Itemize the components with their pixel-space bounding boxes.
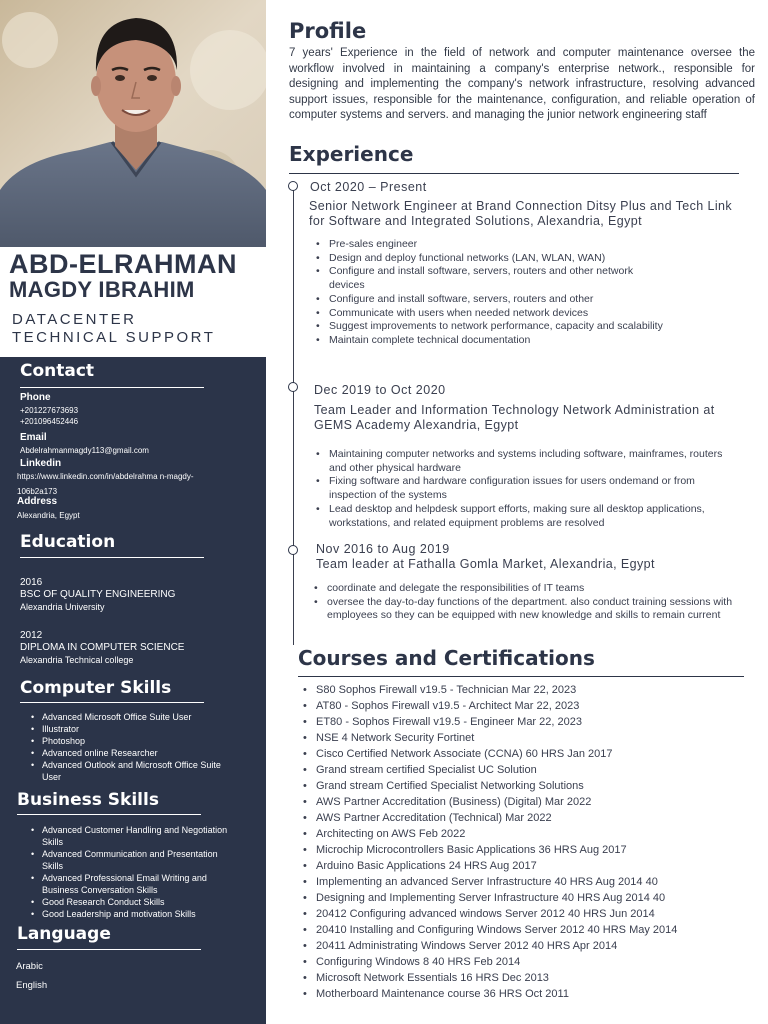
list-item: • Good Research Conduct Skills (28, 896, 228, 908)
job-role: Team Leader and Information Technology Network Administration at GEMS Academy Alexandria, Egypt (314, 403, 715, 432)
list-item: • Illustrator (28, 723, 228, 735)
contact-divider (20, 387, 204, 388)
education-year: 2012 (20, 630, 43, 641)
list-item: • Advanced online Researcher (28, 747, 228, 759)
list-item: • Arduino Basic Applications 24 HRS Aug 2017 (302, 858, 742, 874)
language-heading: Language (17, 924, 111, 944)
list-item: • Microsoft Network Essentials 16 HRS Dec 2013 (302, 970, 742, 986)
linkedin-label: Linkedin (20, 458, 62, 469)
profile-photo (0, 0, 266, 247)
job-date: Nov 2016 to Aug 2019 (316, 542, 450, 556)
list-item: • Motherboard Maintenance course 36 HRS Oct 2011 (302, 986, 742, 1002)
computer-skills-divider (20, 702, 204, 703)
business-skills-divider (17, 814, 201, 815)
job-bullets (315, 448, 735, 530)
phone-label: Phone (20, 392, 51, 403)
list-item: • Cisco Certified Network Associate (CCNA) 60 HRS Jan 2017 (302, 746, 742, 762)
profile-summary: 7 years' Experience in the field of network and computer maintenance oversee the workflow involved in maintaining a company's enterprise network., responsible for designing and implementing the company's network infrastructure, resolving advanced support issues, responsible for the maintenance, configuration, and reliable operation of computer systems and servers. and managing the junior network engineering staff (289, 47, 755, 122)
list-item: • Configure and install software, servers, routers and other (315, 293, 665, 307)
business-skills-list (28, 824, 228, 920)
list-item: • Lead desktop and helpdesk support efforts, making sure all desktop applications, workstations, and related equipment problems are resolved (315, 503, 735, 530)
list-item: • 20412 Configuring advanced windows Server 2012 40 HRS Jun 2014 (302, 906, 742, 922)
timeline-dot (288, 545, 298, 555)
list-item: • Maintaining computer networks and systems including software, mainframes, routers and other physical hardware (315, 448, 735, 475)
computer-skills-heading: Computer Skills (20, 678, 172, 698)
business-skills-heading: Business Skills (17, 790, 159, 810)
language-item: Arabic (16, 961, 43, 972)
address-label: Address (17, 496, 58, 507)
phone-number-2[interactable]: +201096452446 (20, 417, 79, 426)
experience-divider (289, 173, 739, 174)
profile-heading: Profile (289, 19, 367, 43)
sidebar-panel (0, 357, 266, 1024)
list-item: • Maintain complete technical documentation (315, 334, 665, 348)
list-item: • AWS Partner Accreditation (Business) (Digital) Mar 2022 (302, 794, 742, 810)
address-value: Alexandria, Egypt (17, 511, 80, 520)
name-first-line: ABD-ELRAHMAN (9, 249, 237, 279)
list-item: • oversee the day-to-day functions of the department. also conduct training sessions with employees so they can be equipped with new knowledge and skills to remain current (313, 596, 743, 623)
list-item: • coordinate and delegate the responsibilities of IT teams (313, 582, 743, 596)
job-bullets (315, 238, 665, 348)
list-item: • NSE 4 Network Security Fortinet (302, 730, 742, 746)
list-item: • Good Leadership and motivation Skills (28, 908, 228, 920)
phone-number-1[interactable]: +201227673693 (20, 406, 79, 415)
list-item: • Grand stream certified Specialist UC Solution (302, 762, 742, 778)
list-item: • Communicate with users when needed network devices (315, 307, 665, 321)
courses-divider (298, 676, 744, 677)
email-link[interactable]: Abdelrahmanmagdy113@gmail.com (20, 446, 149, 455)
list-item: • Suggest improvements to network performance, capacity and scalability (315, 320, 665, 334)
contact-heading: Contact (20, 361, 95, 381)
linkedin-link-line1[interactable]: https://www.linkedin.com/in/abdelrahma n-magdy- (17, 472, 194, 481)
list-item: • AT80 - Sophos Firewall v19.5 - Architect Mar 22, 2023 (302, 698, 742, 714)
list-item: • Photoshop (28, 735, 228, 747)
job-role: Senior Network Engineer at Brand Connection Ditsy Plus and Tech Link for Software and Integrated Solutions, Alexandria, Egypt (309, 199, 733, 228)
list-item: • Advanced Customer Handling and Negotiation Skills (28, 824, 228, 848)
job-title-line2: TECHNICAL SUPPORT (12, 329, 216, 346)
job-title-line1: DATACENTER (12, 311, 137, 328)
list-item: • Microchip Microcontrollers Basic Applications 36 HRS Aug 2017 (302, 842, 742, 858)
language-item: English (16, 980, 48, 991)
list-item: • Design and deploy functional networks (LAN, WLAN, WAN) (315, 252, 665, 266)
courses-list (302, 682, 742, 1002)
education-school: Alexandria University (20, 602, 105, 612)
list-item: • 20411 Administrating Windows Server 2012 40 HRS Apr 2014 (302, 938, 742, 954)
list-item: • Implementing an advanced Server Infrastructure 40 HRS Aug 2014 40 (302, 874, 742, 890)
list-item: • Advanced Professional Email Writing and Business Conversation Skills (28, 872, 228, 896)
list-item: • Advanced Communication and Presentation Skills (28, 848, 228, 872)
education-divider (20, 557, 204, 558)
job-bullets (313, 582, 743, 623)
education-school: Alexandria Technical college (20, 655, 134, 665)
job-role: Team leader at Fathalla Gomla Market, Alexandria, Egypt (316, 557, 655, 571)
experience-timeline (293, 186, 294, 645)
experience-heading: Experience (289, 142, 414, 166)
job-date: Dec 2019 to Oct 2020 (314, 383, 446, 397)
timeline-dot (288, 382, 298, 392)
list-item: • Architecting on AWS Feb 2022 (302, 826, 742, 842)
timeline-dot (288, 181, 298, 191)
list-item: • Designing and Implementing Server Infrastructure 40 HRS Aug 2014 40 (302, 890, 742, 906)
courses-heading: Courses and Certifications (298, 646, 595, 670)
job-date: Oct 2020 – Present (310, 180, 427, 194)
education-heading: Education (20, 532, 116, 552)
list-item: • Advanced Microsoft Office Suite User (28, 711, 228, 723)
education-year: 2016 (20, 577, 43, 588)
list-item: • Configuring Windows 8 40 HRS Feb 2014 (302, 954, 742, 970)
left-column (0, 0, 266, 1024)
language-divider (17, 949, 201, 950)
email-label: Email (20, 432, 47, 443)
name-second-line: MAGDY IBRAHIM (9, 277, 195, 302)
list-item: • Grand stream Certified Specialist Networking Solutions (302, 778, 742, 794)
computer-skills-list (28, 711, 228, 783)
list-item: • Advanced Outlook and Microsoft Office Suite User (28, 759, 228, 783)
list-item: • 20410 Installing and Configuring Windows Server 2012 40 HRS May 2014 (302, 922, 742, 938)
list-item: • Configure and install software, servers, routers and other network devices (315, 265, 665, 292)
list-item: • Pre-sales engineer (315, 238, 665, 252)
education-degree: DIPLOMA IN COMPUTER SCIENCE (20, 642, 185, 653)
list-item: • S80 Sophos Firewall v19.5 - Technician Mar 22, 2023 (302, 682, 742, 698)
list-item: • Fixing software and hardware configuration issues for users ondemand or from inspection of the systems (315, 475, 735, 502)
linkedin-link-line2[interactable]: 106b2a173 (17, 487, 58, 496)
list-item: • AWS Partner Accreditation (Technical) Mar 2022 (302, 810, 742, 826)
education-degree: BSC OF QUALITY ENGINEERING (20, 589, 176, 600)
list-item: • ET80 - Sophos Firewall v19.5 - Engineer Mar 22, 2023 (302, 714, 742, 730)
